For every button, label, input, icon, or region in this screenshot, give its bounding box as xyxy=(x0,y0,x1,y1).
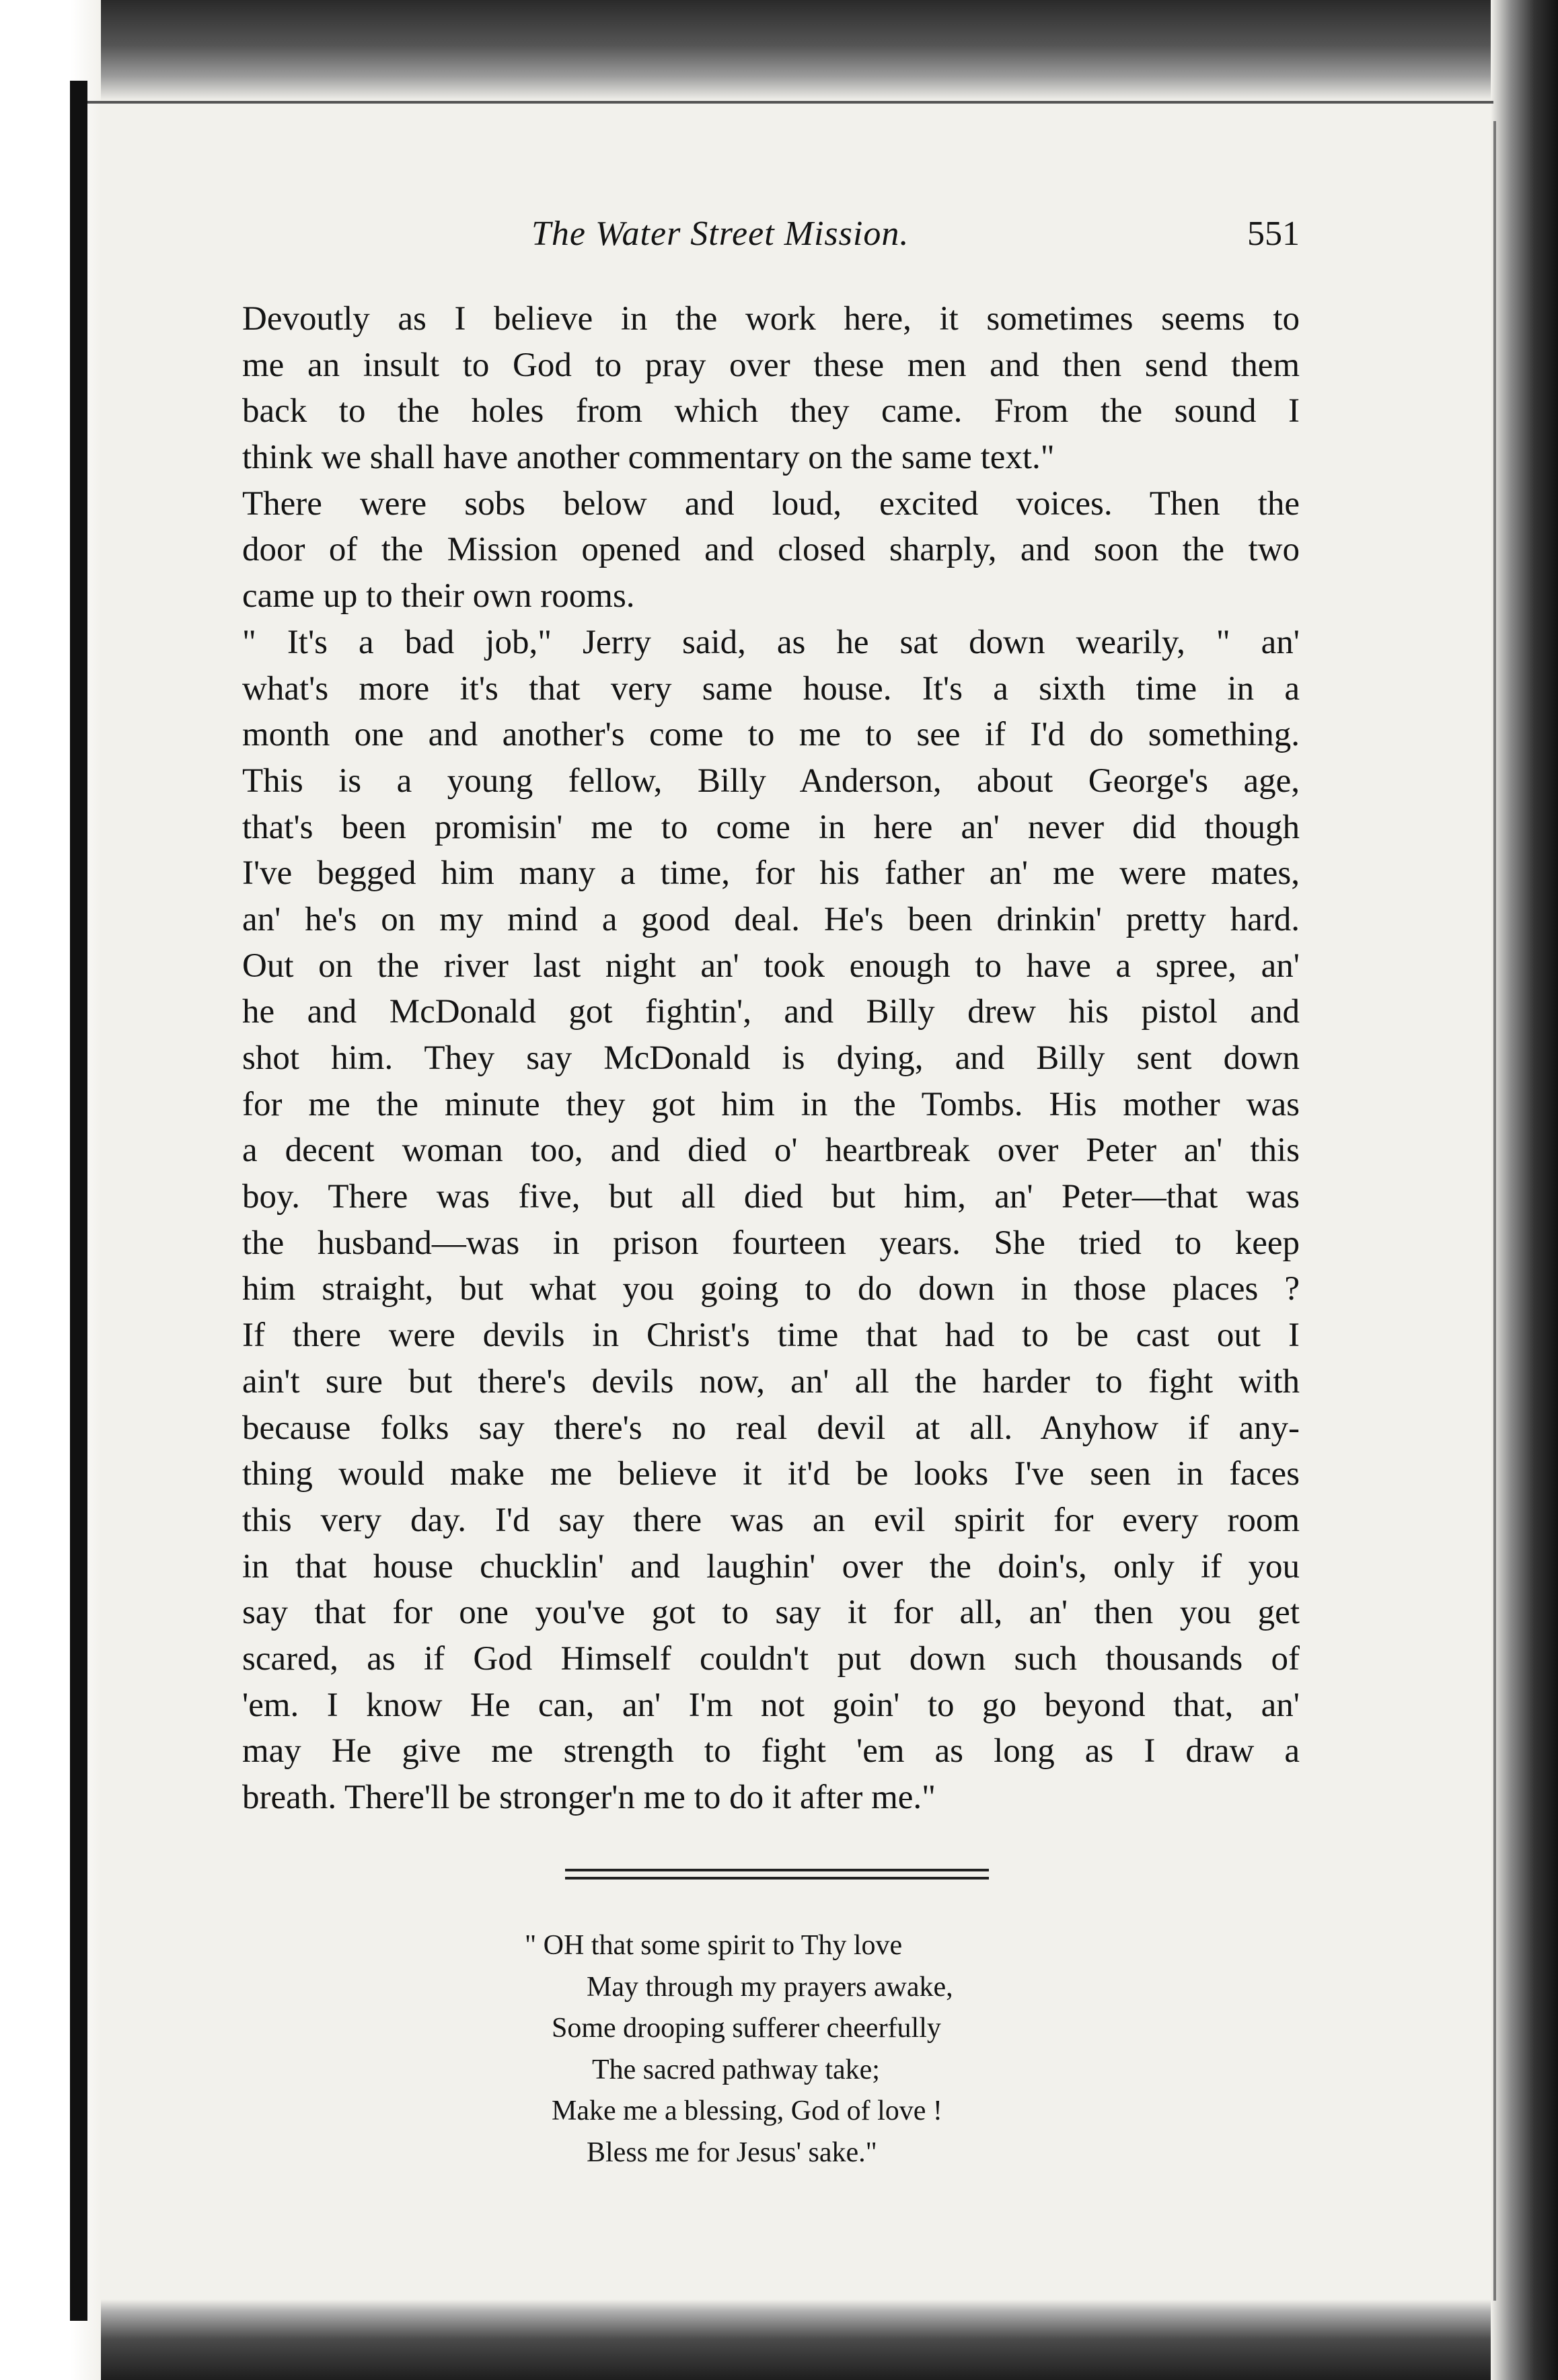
text-line: This is a young fellow, Billy Anderson, about George's age, xyxy=(242,761,1300,800)
page-top-edge xyxy=(87,101,1493,104)
text-line: may He give me strength to fight 'em as long as I draw a xyxy=(242,1732,1300,1771)
text-line: him straight, but what you going to do down in those places ? xyxy=(242,1270,1300,1308)
text-line: boy. There was five, but all died but him, an' Peter—that was xyxy=(242,1178,1300,1216)
text-line: month one and another's come to me to see if I'd do something. xyxy=(242,716,1300,754)
text-line: 'em. I know He can, an' I'm not goin' to go beyond that, an' xyxy=(242,1686,1300,1724)
verse-line: Some drooping sufferer cheerfully xyxy=(552,2013,941,2044)
text-line: If there were devils in Christ's time that had to be cast out I xyxy=(242,1316,1300,1355)
text-line: back to the holes from which they came. From the sound I xyxy=(242,392,1300,431)
text-line: Devoutly as I believe in the work here, it sometimes seems to xyxy=(242,300,1300,338)
text-line: There were sobs below and loud, excited voices. Then the xyxy=(242,484,1300,523)
page-number: 551 xyxy=(1247,215,1300,253)
text-line: ain't sure but there's devils now, an' all the harder to fight with xyxy=(242,1362,1300,1401)
scan-top-edge xyxy=(0,0,1558,101)
page-header xyxy=(242,214,1300,268)
text-line: Out on the river last night an' took enough to have a spree, an' xyxy=(242,946,1300,985)
body-text xyxy=(242,296,1300,1821)
text-line: me an insult to God to pray over these men and then send them xyxy=(242,346,1300,384)
text-line: for me the minute they got him in the Tombs. His mother was xyxy=(242,1085,1300,1123)
text-line: in that house chucklin' and laughin' over the doin's, only if you xyxy=(242,1547,1300,1586)
text-line: what's more it's that very same house. It's a sixth time in a xyxy=(242,669,1300,708)
verse-line: Make me a blessing, God of love ! xyxy=(552,2095,942,2126)
divider-rule-bottom xyxy=(565,1877,989,1880)
verse-line: Bless me for Jesus' sake." xyxy=(587,2136,877,2168)
section-divider xyxy=(565,1869,989,1882)
text-line: door of the Mission opened and closed sharply, and soon the two xyxy=(242,531,1300,569)
text-line: because folks say there's no real devil at all. Anyhow if any- xyxy=(242,1409,1300,1447)
text-line: this very day. I'd say there was an evil spirit for every room xyxy=(242,1501,1300,1539)
scan-right-edge xyxy=(1491,0,1558,2380)
running-title: The Water Street Mission. xyxy=(531,215,910,253)
text-line: thing would make me believe it it'd be looks I've seen in faces xyxy=(242,1455,1300,1493)
verse-line: May through my prayers awake, xyxy=(587,1971,953,2003)
book-spine-shadow xyxy=(70,81,87,2321)
text-line: say that for one you've got to say it for all, an' then you get xyxy=(242,1594,1300,1632)
text-line: an' he's on my mind a good deal. He's been drinkin' pretty hard. xyxy=(242,900,1300,938)
verse-line: " OH that some spirit to Thy love xyxy=(525,1930,903,1961)
divider-rule-top xyxy=(565,1869,989,1871)
text-line: came up to their own rooms. xyxy=(242,577,635,616)
text-line: the husband—was in prison fourteen years. She tried to keep xyxy=(242,1224,1300,1262)
text-line: I've begged him many a time, for his father an' me were mates, xyxy=(242,854,1300,893)
text-line: that's been promisin' me to come in here an' never did though xyxy=(242,808,1300,846)
closing-verse xyxy=(525,1925,1130,2173)
scan-bottom-edge xyxy=(0,2299,1558,2380)
text-line: scared, as if God Himself couldn't put down such thousands of xyxy=(242,1639,1300,1678)
verse-line: The sacred pathway take; xyxy=(592,2054,880,2085)
page-right-edge xyxy=(1493,121,1496,2301)
text-line: " It's a bad job," Jerry said, as he sat down wearily, " an' xyxy=(242,623,1300,661)
text-line: breath. There'll be stronger'n me to do it after me." xyxy=(242,1779,936,1816)
text-line: he and McDonald got fightin', and Billy drew his pistol and xyxy=(242,993,1300,1031)
text-line: think we shall have another commentary on the same text." xyxy=(242,439,1055,477)
text-line: a decent woman too, and died o' heartbreak over Peter an' this xyxy=(242,1131,1300,1170)
text-line: shot him. They say McDonald is dying, and Billy sent down xyxy=(242,1039,1300,1077)
